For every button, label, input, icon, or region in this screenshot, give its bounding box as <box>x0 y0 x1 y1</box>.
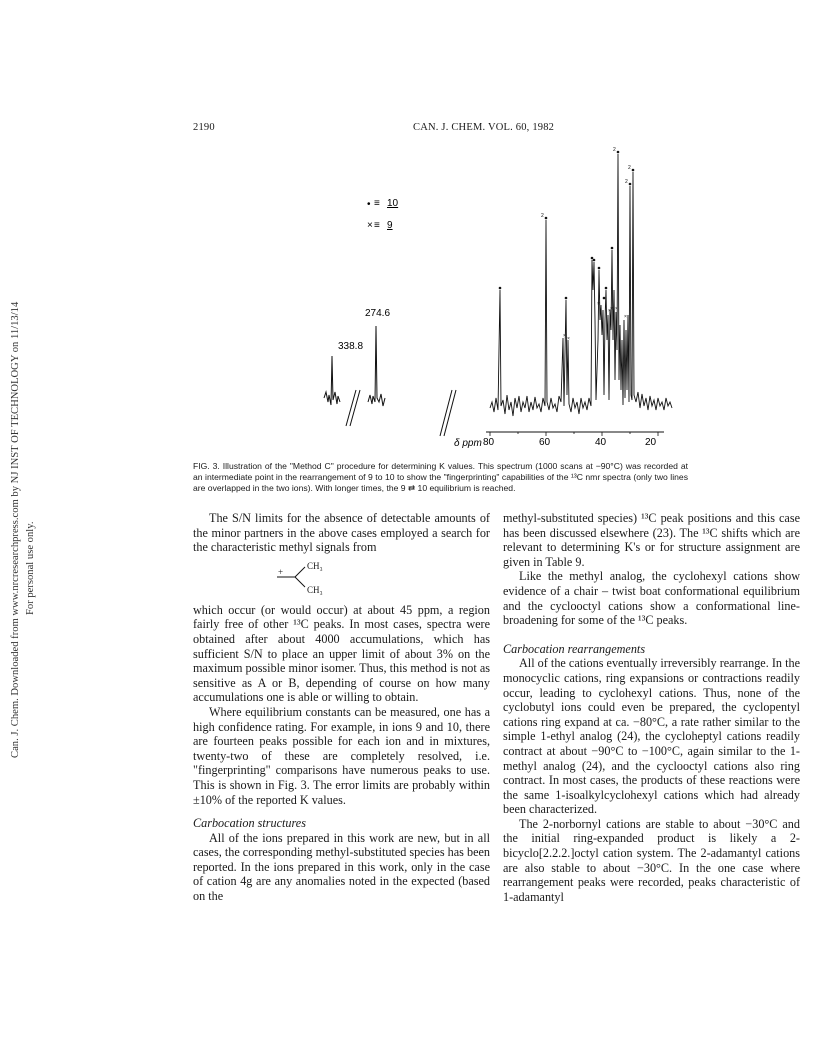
running-head: CAN. J. CHEM. VOL. 60, 1982 <box>413 122 555 133</box>
ppm-tick-60: 60 <box>539 437 551 448</box>
legend-equiv-2: ≡ <box>374 220 380 231</box>
sidebar-line-2: For personal use only. <box>25 521 36 615</box>
ppm-tick-40: 40 <box>595 437 607 448</box>
svg-text:×: × <box>563 333 566 339</box>
spectrum-trace-338 <box>324 356 340 405</box>
section-heading-rearrangements: Carbocation rearrangements <box>503 641 646 656</box>
ppm-tick-80: 80 <box>483 437 495 448</box>
svg-text:2: 2 <box>541 213 544 219</box>
legend-cross-symbol: × <box>367 220 373 231</box>
download-sidebar <box>4 240 44 760</box>
spectrum-trace-274 <box>368 326 385 406</box>
right-paragraph-2: Like the methyl analog, the cyclohexyl cations show evidence of a chair – twist boat conformational equilibrium and the cyclooctyl cations show a conformational line-broadening for some of the ¹³C peaks. <box>503 569 800 628</box>
svg-text:×: × <box>624 314 627 320</box>
legend-label-10: 10 <box>387 198 399 209</box>
right-paragraph-1: methyl-substituted species) ¹³C peak positions and this case has been discussed elsewhere (23). The ¹³C shifts which are relevant to determining K's or for structure assignment are given in Table 9. <box>503 511 800 569</box>
left-paragraph-3: Where equilibrium constants can be measured, one has a high confidence rating. For example, in ions 9 and 10, there are fourteen peaks possible for each ion and in mixtures, twenty-two of these are completely resolved, i.e. "fingerprinting" comparisons have numerous peaks to use. This is shown in Fig. 3. The error limits are probably within ±10% of the reported K values. <box>193 704 490 807</box>
page-number: 2190 <box>193 122 215 133</box>
spectrum-trace-main <box>490 154 672 416</box>
legend-label-9: 9 <box>387 220 393 231</box>
svg-text:2: 2 <box>625 179 628 185</box>
section-heading-structures: Carbocation structures <box>193 816 306 831</box>
peak-label-274: 274.6 <box>365 308 391 319</box>
svg-text:×: × <box>610 306 613 312</box>
legend-dot-symbol: • <box>367 199 371 210</box>
svg-text:2: 2 <box>613 147 616 153</box>
legend-equiv-1: ≡ <box>374 198 380 209</box>
plus-sign: + <box>278 566 284 577</box>
sidebar-line-1: Can. J. Chem. Downloaded from www.nrcresearchpress.com by NJ INST OF TECHNOLOGY on 11/13/14 <box>10 301 21 758</box>
axis-break-marks <box>346 390 456 436</box>
left-column <box>193 511 490 904</box>
svg-text:2: 2 <box>628 165 631 171</box>
figure-caption: FIG. 3. Illustration of the "Method C" procedure for determining K values. This spectrum (1000 scans at −90°C) was recorded at an intermediate point in the rearrangement of 9 to 10 to show the "fingerprinting" capabilities of the ¹³C nmr spectra (only two lines are overlapped in the two ions). With longer times, the 9 ⇄ 10 equilibrium is reached. <box>193 461 688 493</box>
ppm-axis-ticks <box>490 432 658 436</box>
nmr-spectrum-figure <box>300 140 700 452</box>
ppm-tick-20: 20 <box>645 437 657 448</box>
ppm-axis-unit: δ ppm <box>454 438 482 449</box>
ch3-bottom: CH₃ <box>307 584 323 595</box>
svg-text:×: × <box>608 308 611 314</box>
right-paragraph-3: All of the cations eventually irreversibly rearrange. In the monocyclic cations, ring expansions or contractions readily occur, leading to cyclohexyl cations. Thus, none of the cyclobutyl ions could even be prepared, the cyclopentyl cations ring expand at ca. −80°C, a rate rather similar to the simple 1-ethyl analog (24), the cycloheptyl cations readily contract at about −90°C to −100°C, again similar to the 1-methyl analog (24), and the cyclooctyl cations also ring contract. In most cases, the products of these reactions were the same 1-isoalkylcyclohexyl cations which had already been characterized. <box>503 656 800 817</box>
isopropyl-cation-structure <box>193 557 490 599</box>
left-paragraph-2: which occur (or would occur) at about 45 ppm, a region fairly free of other ¹³C peaks. In most cases, spectra were obtained after about 4000 accumulations, which has sufficient S/N to place an upper limit of about 3% on the maximum possible minor isomer. Thus, this method is not as sensitive as A or B, depending of course on how many accumulations one is able or willing to obtain. <box>193 602 490 705</box>
right-paragraph-4: The 2-norbornyl cations are stable to about −30°C and the initial ring-expanded product is likely a 2-bicyclo[2.2.2.]octyl cation system. The 2-adamantyl cations are also stable to about −30°C. In the one case where rearrangement peaks were recorded, peaks characteristic of 1-adamantyl <box>503 816 800 904</box>
left-paragraph-4: All of the ions prepared in this work are new, but in all cases, the corresponding methyl-substituted species has been reported. In the ions prepared in this work, only in the case of cation 4g are any anomalies noted in the expected (based on the <box>193 830 490 904</box>
ch3-top: CH₃ <box>307 560 323 571</box>
svg-text:×: × <box>567 336 570 342</box>
right-column <box>503 511 800 904</box>
svg-text:×: × <box>597 301 600 307</box>
left-paragraph-1: The S/N limits for the absence of detectable amounts of the minor partners in the above cases employed a search for the characteristic methyl signals from <box>193 511 490 555</box>
svg-text:×: × <box>615 306 618 312</box>
peak-label-338: 338.8 <box>338 341 364 352</box>
